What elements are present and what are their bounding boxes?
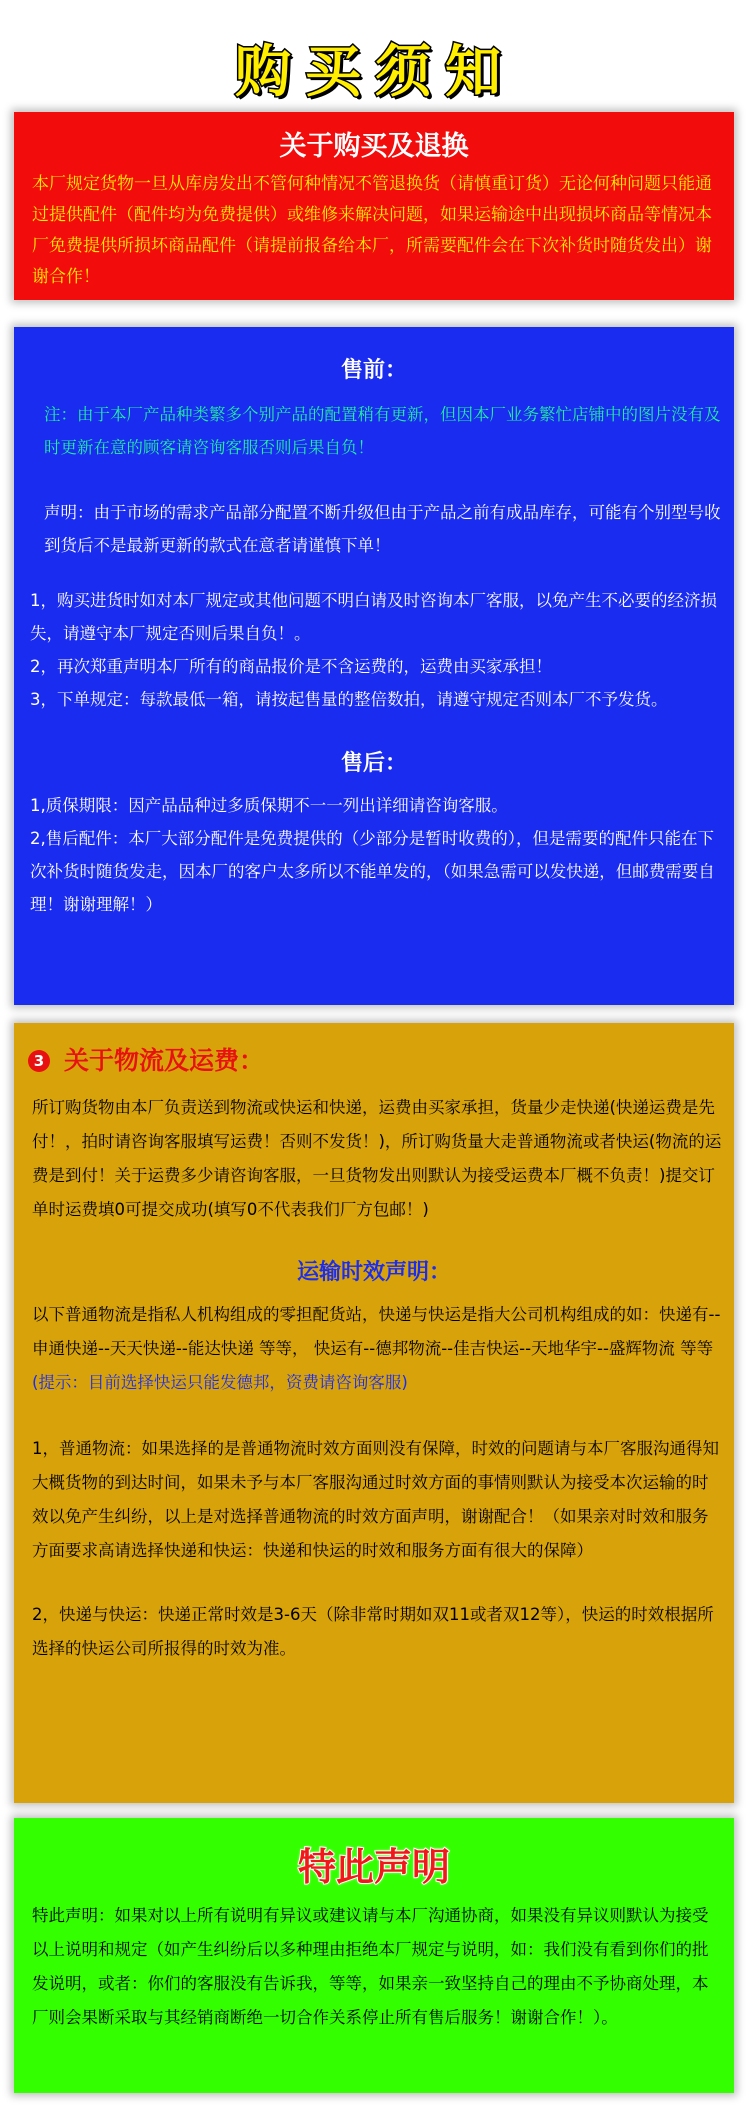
special-statement-text: 特此声明：如果对以上所有说明有异议或建议请与本厂沟通协商，如果没有异议则默认为接受以上说明和规定（如产生纠纷后以多种理由拒绝本厂规定与说明，如：我们没有看到你们的批发说明，或者：你们的客服没有告诉我，等等，如果亲一致坚持自己的理由不予协商处理，本厂则会果断采取与其经销商断绝一切合作关系停止所有售后服务！谢谢合作！）。 bbox=[32, 1906, 709, 2027]
return-policy-text: 本厂规定货物一旦从库房发出不管何种情况不管退换货（请慎重订货）无论何种问题只能通过提供配件（配件均为免费提供）或维修来解决问题，如果运输途中出现损坏商品等情况本厂免费提供所损坏商品配件（请提前报备给本厂，所需要配件会在下次补货时随货发出）谢谢合作！ bbox=[32, 174, 712, 287]
logistics-heading bbox=[14, 1023, 734, 1077]
special-statement-panel bbox=[14, 1818, 734, 2093]
special-statement-title: 特此声明 bbox=[297, 1845, 450, 1889]
sales-service-panel bbox=[14, 327, 734, 1005]
return-policy-panel bbox=[14, 112, 734, 300]
page-title: 购买须知 bbox=[235, 40, 515, 105]
carrier-hint: (提示：目前选择快运只能发德邦，资费请咨询客服) bbox=[32, 1373, 408, 1392]
shipping-fee-text: 所订购货物由本厂负责送到物流或快运和快递，运费由买家承担，货量少走快递(快递运费是先付！，拍时请咨询客服填写运费！否则不发货！)，所订购货量大走普通物流或者快运(物流的运费是到付！关于运费多少请咨询客服，一旦货物发出则默认为接受运费本厂概不负责！)提交订单时运费填0可提交成功(填写0不代表我们厂方包邮！) bbox=[32, 1098, 722, 1219]
presale-note: 注：由于本厂产品种类繁多个别产品的配置稍有更新，但因本厂业务繁忙店铺中的图片没有及时更新在意的顾客请咨询客服否则后果自负！ bbox=[44, 405, 721, 457]
circled-number-icon: 3 bbox=[28, 1050, 50, 1072]
carrier-list: 以下普通物流是指私人机构组成的零担配货站，快递与快运是指大公司机构组成的如：快递有--申通快递--天天快递--能达快递 等等， 快运有--德邦物流--佳吉快运--天地华宇--盛辉物流 等等 bbox=[32, 1305, 721, 1358]
presale-declaration: 声明：由于市场的需求产品部分配置不断升级但由于产品之前有成品库存，可能有个别型号收到货后不是最新更新的款式在意者请谨慎下单！ bbox=[44, 503, 721, 555]
transport-time-title: 运输时效声明： bbox=[296, 1260, 451, 1285]
normal-logistics-text: 1，普通物流：如果选择的是普通物流时效方面则没有保障，时效的问题请与本厂客服沟通得知大概货物的到达时间，如果未予与本厂客服沟通过时效方面的事情则默认为接受本次运输的时效以免产生纠纷，以上是对选择普通物流的时效方面声明，谢谢配合！（如果亲对时效和服务方面要求高请选择快递和快运：快递和快运的时效和服务方面有很大的保障） bbox=[32, 1439, 719, 1560]
aftersale-title: 售后： bbox=[340, 751, 407, 776]
carrier-list-text bbox=[14, 1298, 734, 1400]
presale-rules bbox=[14, 562, 734, 716]
return-policy-title: 关于购买及退换 bbox=[279, 131, 469, 162]
express-logistics-text: 2，快递与快运：快递正常时效是3-6天（除非常时期如双11或者双12等），快运的时效根据所选择的快运公司所报得的时效为准。 bbox=[32, 1605, 714, 1658]
aftersale-rule-1: 1,质保期限：因产品品种过多质保期不一一列出详细请咨询客服。 bbox=[30, 796, 508, 815]
logistics-title: 关于物流及运费： bbox=[64, 1046, 265, 1075]
aftersale-rule-2: 2,售后配件：本厂大部分配件是免费提供的（少部分是暂时收费的），但是需要的配件只能在下次补货时随货发走，因本厂的客户太多所以不能单发的，（如果急需可以发快递，但邮费需要自理！谢谢理解！） bbox=[30, 829, 715, 914]
logistics-panel bbox=[14, 1023, 734, 1803]
aftersale-rules bbox=[14, 777, 734, 921]
presale-rule-2: 2，再次郑重声明本厂所有的商品报价是不含运费的，运费由买家承担！ bbox=[30, 657, 552, 676]
presale-title: 售前： bbox=[340, 358, 407, 383]
presale-rule-1: 1，购买进货时如对本厂规定或其他问题不明白请及时咨询本厂客服，以免产生不必要的经济损失，请遵守本厂规定否则后果自负！。 bbox=[30, 591, 717, 643]
presale-rule-3: 3，下单规定：每款最低一箱，请按起售量的整倍数拍，请遵守规定否则本厂不予发货。 bbox=[30, 690, 668, 709]
